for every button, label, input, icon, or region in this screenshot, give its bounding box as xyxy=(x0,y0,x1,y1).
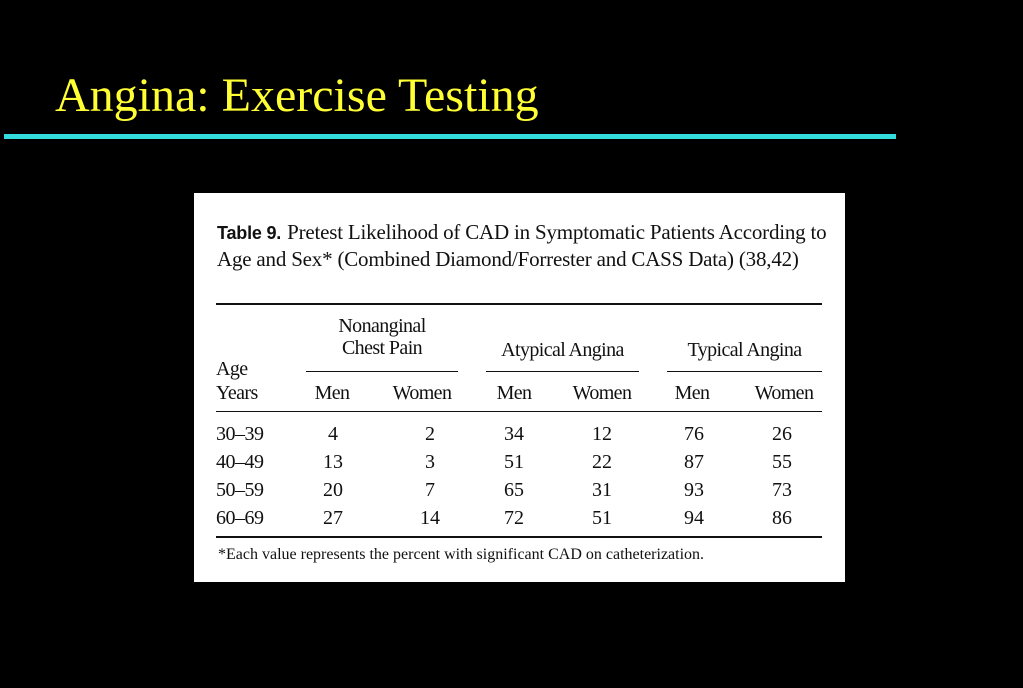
age-cell: 50–59 xyxy=(216,479,264,501)
group-header-nonanginal xyxy=(306,315,458,359)
value-cell: 3 xyxy=(425,451,435,473)
table-top-rule xyxy=(216,303,822,305)
age-years-header xyxy=(216,357,278,405)
value-cell: 86 xyxy=(772,507,792,529)
table-row xyxy=(194,420,845,448)
group-header-typical: Typical Angina xyxy=(687,339,802,361)
table-caption-text: Pretest Likelihood of CAD in Symptomatic Patients According to Age and Sex* (Combined Diamond/Forrester and CASS Data) (38,42) xyxy=(217,220,827,271)
value-cell: 22 xyxy=(592,451,612,473)
value-cell: 87 xyxy=(684,451,704,473)
subheader-women: Women xyxy=(392,382,452,404)
value-cell: 7 xyxy=(425,479,435,501)
table-caption-label: Table 9. xyxy=(217,223,282,243)
value-cell: 65 xyxy=(504,479,524,501)
age-cell: 40–49 xyxy=(216,451,264,473)
table-caption xyxy=(217,219,827,272)
subheader-men: Men xyxy=(496,382,532,404)
group-rule-nonanginal xyxy=(306,371,458,372)
value-cell: 72 xyxy=(504,507,524,529)
value-cell: 93 xyxy=(684,479,704,501)
table-bottom-rule xyxy=(216,536,822,538)
age-cell: 60–69 xyxy=(216,507,264,529)
value-cell: 4 xyxy=(328,423,338,445)
value-cell: 51 xyxy=(504,451,524,473)
table-figure xyxy=(194,193,845,582)
group-rule-atypical xyxy=(486,371,639,372)
table-row xyxy=(194,504,845,532)
header-bottom-rule xyxy=(216,411,822,412)
value-cell: 12 xyxy=(592,423,612,445)
value-cell: 73 xyxy=(772,479,792,501)
group-rule-typical xyxy=(667,371,822,372)
value-cell: 27 xyxy=(323,507,343,529)
value-cell: 13 xyxy=(323,451,343,473)
table-row xyxy=(194,448,845,476)
value-cell: 51 xyxy=(592,507,612,529)
age-cell: 30–39 xyxy=(216,423,264,445)
subheader-women: Women xyxy=(754,382,814,404)
value-cell: 34 xyxy=(504,423,524,445)
age-header-line: Age xyxy=(216,358,248,380)
value-cell: 2 xyxy=(425,423,435,445)
group-header-atypical: Atypical Angina xyxy=(501,339,624,361)
value-cell: 94 xyxy=(684,507,704,529)
title-underline xyxy=(4,134,896,139)
slide-title: Angina: Exercise Testing xyxy=(55,69,539,122)
subheader-men: Men xyxy=(674,382,710,404)
value-cell: 26 xyxy=(772,423,792,445)
table-footnote: *Each value represents the percent with significant CAD on catheterization. xyxy=(218,546,705,563)
subheader-men: Men xyxy=(314,382,350,404)
years-header-line: Years xyxy=(216,382,258,404)
value-cell: 31 xyxy=(592,479,612,501)
value-cell: 76 xyxy=(684,423,704,445)
value-cell: 55 xyxy=(772,451,792,473)
table-row xyxy=(194,476,845,504)
group-header-line: Nonanginal xyxy=(338,315,426,337)
value-cell: 14 xyxy=(420,507,440,529)
value-cell: 20 xyxy=(323,479,343,501)
subheader-women: Women xyxy=(572,382,632,404)
group-header-line: Chest Pain xyxy=(341,337,423,359)
